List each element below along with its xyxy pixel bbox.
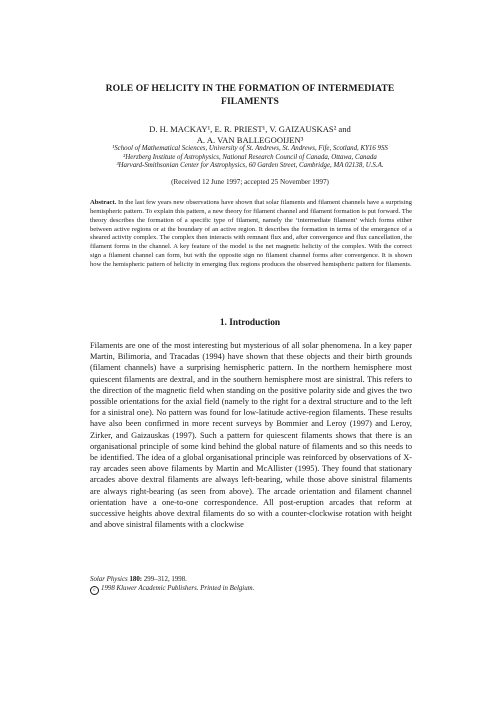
authors-line-2: A. A. VAN BALLEGOOIJEN³: [196, 134, 304, 145]
affiliation-2: ²Herzberg Institute of Astrophysics, National Research Council of Canada, Ottawa, Canada: [123, 153, 377, 161]
affiliation-1: ¹School of Mathematical Sciences, University of St. Andrews, St. Andrews, Fife, Scotland, KY16 9SS: [112, 145, 388, 152]
introduction-paragraph: Filaments are one of the most interesting but mysterious of all solar phenomena. In a key paper Martin, Bilimoria, and Tracadas (1994) have shown that these objects and their birth grounds (filament channels) have a surprising hemispheric pattern. In the northern hemisphere most quiescent filaments are dextral, and in the southern hemisphere most are sinistral. This refers to the direction of the magnetic field when standing on the positive polarity side and gives the two possible orientations for the axial field (namely to the right for a dextral structure and to the left for a sinistral one). No pattern was found for low-latitude active-region filaments. These results have also been confirmed in more recent surveys by Bommier and Leroy (1997) and Leroy, Zirker, and Gaizauskas (1997). Such a pattern for quiescent filaments shows that there is an organisational principle of some kind behind the global nature of filaments and so this needs to be identified. The idea of a global organisational principle was reinforced by observations of X-ray arcades seen above filaments by Martin and McAllister (1995). They found that stationary arcades above dextral filaments are always left-bearing, while those above sinistral filaments are always right-bearing (as seen from above). The arcade orientation and filament channel orientation have a one-to-one correspondence. All post-eruption arcades that reform at successive heights above dextral filaments do so with a counter-clockwise rotation with height and above sinistral filaments with a clockwise: [90, 341, 412, 530]
page-footer: [90, 575, 412, 595]
authors-line-1: D. H. MACKAY¹, E. R. PRIEST¹, V. GAIZAUSKAS² and: [149, 124, 351, 134]
author-list: [80, 124, 420, 145]
copyright-text: 1998 Kluwer Academic Publishers. Printed in Belgium.: [101, 585, 255, 593]
journal-citation: [90, 575, 412, 584]
received-accepted-dates: (Received 12 June 1997; accepted 25 November 1997): [171, 178, 329, 186]
copyright-icon: c: [90, 586, 99, 595]
journal-volume: 180:: [129, 576, 143, 583]
affiliations: [60, 145, 440, 171]
copyright-line: [90, 584, 412, 595]
journal-pages: 299–312, 1998.: [143, 576, 187, 583]
section-heading: 1. Introduction: [219, 318, 281, 328]
paper-title: ROLE OF HELICITY IN THE FORMATION OF INTERMEDIATE FILAMENTS: [105, 83, 395, 107]
abstract-label: Abstract.: [90, 199, 117, 206]
abstract: [90, 199, 412, 270]
abstract-text: In the last few years new observations have shown that solar filaments and filament channels have a surprising hemispheric pattern. To explain this pattern, a new theory for filament channel and filament formation is put forward. The theory describes the formation of a specific type of filament, namely the ‘intermediate filament’ which forms either between active regions or at the boundary of an active region. It describes the formation in terms of the emergence of a sheared activity complex. The complex then interacts with remnant flux and, after convergence and flux cancellation, the filament forms in the channel. A key feature of the model is the net magnetic helicity of the complex. With the correct sign a filament channel can form, but with the opposite sign no filament channel forms after convergence. It is shown how the hemispheric pattern of helicity in emerging flux regions produces the observed hemispheric pattern for filaments.: [90, 199, 412, 268]
journal-name: Solar Physics: [90, 576, 128, 583]
affiliation-3: ³Harvard-Smithsonian Center for Astrophysics, 60 Garden Street, Cambridge, MA 02138, U.S.A.: [116, 162, 384, 170]
